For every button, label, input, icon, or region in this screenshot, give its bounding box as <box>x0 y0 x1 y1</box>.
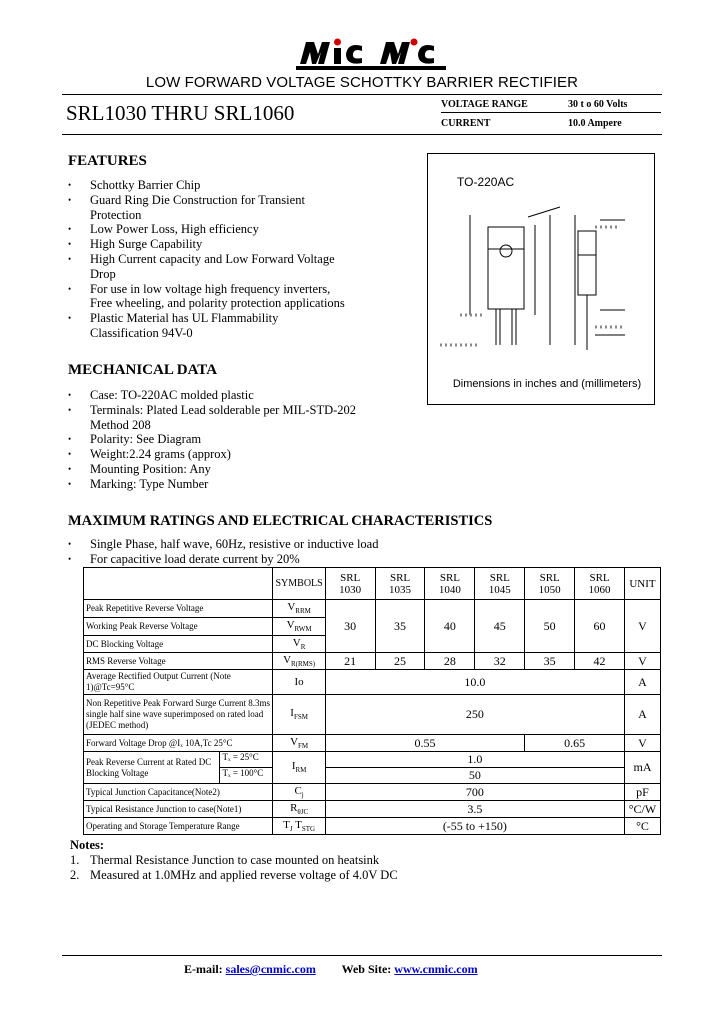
irm-condition: Tₓ = 100°C <box>222 768 264 778</box>
mechanical-item: • Terminals: Plated Lead solderable per MIL-STD-202 Method 208 <box>68 403 398 433</box>
spec-voltage-label: VOLTAGE RANGE <box>441 99 528 110</box>
row-symbol: Io <box>273 670 325 695</box>
mechanical-item: • Mounting Position: Any <box>68 462 398 477</box>
table-row <box>84 784 661 801</box>
note-item: 1. Thermal Resistance Junction to case mounted on heatsink <box>70 853 380 867</box>
package-outline-drawing <box>440 195 650 365</box>
cell-rms: 35 <box>525 653 575 670</box>
cell-rms: 25 <box>375 653 425 670</box>
feature-item: • For use in low voltage high frequency inverters, Free wheeling, and polarity protection applications <box>68 282 348 312</box>
ratings-heading: MAXIMUM RATINGS AND ELECTRICAL CHARACTERISTICS <box>68 513 493 529</box>
table-row <box>84 801 661 818</box>
mechanical-item: • Marking: Type Number <box>68 477 398 492</box>
cell-value: 50 <box>325 768 624 784</box>
cell-unit: mA <box>624 752 660 784</box>
cell-value: 700 <box>325 784 624 801</box>
row-label: RMS Reverse Voltage <box>84 653 273 670</box>
feature-item: • High Current capacity and Low Forward Voltage Drop <box>68 252 348 282</box>
spec-voltage-value: 30 t o 60 Volts <box>568 99 628 110</box>
document-title: LOW FORWARD VOLTAGE SCHOTTKY BARRIER RECTIFIER <box>145 74 579 91</box>
condition-item: • Single Phase, half wave, 60Hz, resistive or inductive load <box>68 537 488 552</box>
cell-voltage: 60 <box>575 600 625 653</box>
header-blank <box>84 568 273 600</box>
row-symbol: $V_R$ <box>273 636 325 653</box>
irm-condition: Tₓ = 25°C <box>220 752 272 768</box>
spec-current-value: 10.0 Ampere <box>568 118 622 129</box>
cell-value: 250 <box>325 695 624 735</box>
cell-value: (-55 to +150) <box>325 818 624 835</box>
cell-unit: °C <box>624 818 660 835</box>
email-link[interactable]: sales@cnmic.com <box>225 962 316 976</box>
row-label: Average Rectified Output Current (Note 1)@Tc=95°C <box>84 670 273 695</box>
cell-unit: A <box>624 670 660 695</box>
row-symbol: $I_{FSM}$ <box>273 695 325 735</box>
footer-rule <box>62 955 662 956</box>
header-symbols: SYMBOLS <box>273 568 325 600</box>
package-caption: Dimensions in inches and (millimeters) <box>452 378 642 390</box>
cell-value: 0.65 <box>525 735 625 752</box>
cell-unit: V <box>624 653 660 670</box>
features-list <box>68 178 348 341</box>
header-rule <box>62 134 662 135</box>
row-symbol: $I_{RM}$ <box>273 752 325 784</box>
feature-item: • Low Power Loss, High efficiency <box>68 222 348 237</box>
ratings-table <box>83 567 661 835</box>
mechanical-item: • Polarity: See Diagram <box>68 432 398 447</box>
note-item: 2. Measured at 1.0MHz and applied reverse voltage of 4.0V DC <box>70 868 398 882</box>
row-symbol: $V_{FM}$ <box>273 735 325 752</box>
header-model: SRL 1060 <box>575 568 625 600</box>
row-symbol: $V_{RWM}$ <box>273 618 325 636</box>
cell-value: 0.55 <box>325 735 525 752</box>
header-unit: UNIT <box>624 568 660 600</box>
logo-text: MIC MIC <box>371 70 376 71</box>
cell-rms: 32 <box>475 653 525 670</box>
row-label: Typical Junction Capacitance(Note2) <box>84 784 273 801</box>
condition-item: • For capacitive load derate current by 20% <box>68 552 488 567</box>
spec-divider <box>441 112 661 113</box>
footer <box>184 962 478 977</box>
table-row <box>84 752 661 768</box>
spec-current-label: CURRENT <box>441 118 491 129</box>
website-link[interactable]: www.cnmic.com <box>394 962 478 976</box>
row-label: Typical Resistance Junction to case(Note1) <box>84 801 273 818</box>
row-label <box>84 752 273 784</box>
row-label: Forward Voltage Drop @Iₓ 10A,Tc 25°C <box>84 735 273 752</box>
irm-label: Peak Reverse Current at Rated DC Blocking Voltage <box>86 756 212 778</box>
row-label: Operating and Storage Temperature Range <box>84 818 273 835</box>
cell-voltage: 45 <box>475 600 525 653</box>
cell-rms: 42 <box>575 653 625 670</box>
mechanical-item: • Case: TO-220AC molded plastic <box>68 388 398 403</box>
header-model: SRL 1050 <box>525 568 575 600</box>
mechanical-list <box>68 388 398 492</box>
cell-voltage: 30 <box>325 600 375 653</box>
header-model: SRL 1030 <box>325 568 375 600</box>
cell-voltage: 50 <box>525 600 575 653</box>
row-symbol: $T_J$ $T_{STG}$ <box>273 818 325 835</box>
notes-section <box>70 838 398 883</box>
table-header-row <box>84 568 661 600</box>
table-row <box>84 735 661 752</box>
title-rule <box>62 94 662 95</box>
company-logo <box>296 36 446 72</box>
feature-item: • Guard Ring Die Construction for Transient Protection <box>68 193 348 223</box>
cell-voltage: 35 <box>375 600 425 653</box>
cell-value: 1.0 <box>325 752 624 768</box>
cell-unit: °C/W <box>624 801 660 818</box>
notes-heading: Notes: <box>70 838 105 852</box>
cell-voltage: 40 <box>425 600 475 653</box>
ratings-conditions <box>68 537 488 567</box>
package-name: TO-220AC <box>457 175 515 189</box>
row-label: Peak Repetitive Reverse Voltage <box>84 600 273 618</box>
row-symbol: $V_{RRM}$ <box>273 600 325 618</box>
cell-value: 3.5 <box>325 801 624 818</box>
mechanical-heading: MECHANICAL DATA <box>68 362 218 378</box>
row-label: Working Peak Reverse Voltage <box>84 618 273 636</box>
part-range: SRL1030 THRU SRL1060 <box>66 101 295 125</box>
features-heading: FEATURES <box>68 153 147 169</box>
header-model: SRL 1045 <box>475 568 525 600</box>
row-symbol: $V_{R(RMS)}$ <box>273 653 325 670</box>
table-row <box>84 670 661 695</box>
mechanical-item: • Weight:2.24 grams (approx) <box>68 447 398 462</box>
cell-rms: 21 <box>325 653 375 670</box>
feature-item: • High Surge Capability <box>68 237 348 252</box>
table-row <box>84 818 661 835</box>
feature-item: • Schottky Barrier Chip <box>68 178 348 193</box>
row-symbol: $C_j$ <box>273 784 325 801</box>
row-label: Non Repetitive Peak Forward Surge Current 8.3ms single half sine wave superimposed on rated load (JEDEC method) <box>84 695 273 735</box>
cell-unit: A <box>624 695 660 735</box>
row-label: DC Blocking Voltage <box>84 636 273 653</box>
cell-unit: V <box>624 600 660 653</box>
header-model: SRL 1040 <box>425 568 475 600</box>
cell-unit: V <box>624 735 660 752</box>
cell-rms: 28 <box>425 653 475 670</box>
table-row <box>84 695 661 735</box>
table-row <box>84 600 661 618</box>
feature-item: • Plastic Material has UL Flammability Classification 94V-0 <box>68 311 348 341</box>
cell-value: 10.0 <box>325 670 624 695</box>
row-symbol: $R_{\theta JC}$ <box>273 801 325 818</box>
table-row <box>84 653 661 670</box>
web-label: Web Site: <box>341 962 392 976</box>
email-label: E-mail: <box>184 962 223 976</box>
cell-unit: pF <box>624 784 660 801</box>
header-model: SRL 1035 <box>375 568 425 600</box>
